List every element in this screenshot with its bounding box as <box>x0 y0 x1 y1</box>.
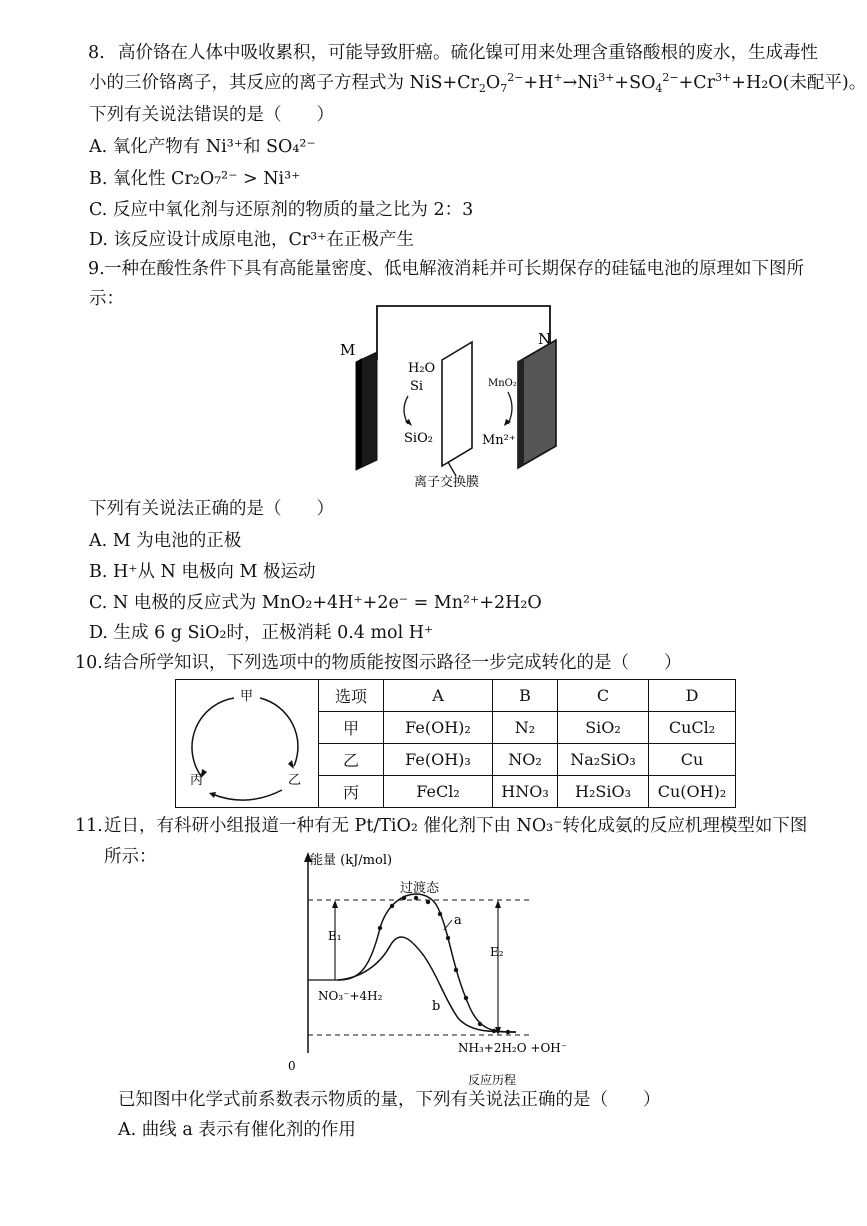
battery-diagram <box>330 300 580 495</box>
table-header-cell: C <box>558 680 649 712</box>
curve-a-dots <box>378 896 510 1034</box>
label-h2o: H₂O <box>408 361 436 376</box>
cycle-label-jia: 甲 <box>240 689 254 704</box>
q9-number: 9. <box>88 259 105 279</box>
q8-eq-sup: + <box>553 71 563 84</box>
table-cell: H₂SiO₃ <box>558 776 649 808</box>
label-n: N <box>538 330 552 348</box>
q8-option-b: B. 氧化性 Cr₂O₇²⁻ > Ni³⁺ <box>89 169 301 189</box>
label-mn2: Mn²⁺ <box>482 433 516 448</box>
table-cell: NO₂ <box>493 744 558 776</box>
electrode-n-edge <box>518 358 524 468</box>
q8-eq-sup: 3+ <box>715 71 732 84</box>
q8-eq-tail: +H₂O(未配平)。 <box>731 73 867 93</box>
q8-eq-sup: 3+ <box>598 71 615 84</box>
q8-eq-sub: 4 <box>655 82 663 95</box>
table-cell: Cu(OH)₂ <box>649 776 736 808</box>
cycle-arc-bottom <box>212 790 282 800</box>
e1-label: E₁ <box>328 929 342 943</box>
table-cell: Fe(OH)₃ <box>384 744 493 776</box>
table-cell: 乙 <box>319 744 384 776</box>
curve-a-label: a <box>454 913 462 928</box>
label-sio2: SiO₂ <box>404 431 433 446</box>
reactant-label: NO₃⁻+4H₂ <box>318 989 383 1003</box>
membrane-pointer <box>448 462 456 476</box>
arrow-si-to-sio2 <box>404 396 408 424</box>
label-m: M <box>340 341 356 359</box>
table-header-cell: D <box>649 680 736 712</box>
table-header-cell: A <box>384 680 493 712</box>
origin-label: 0 <box>288 1059 296 1073</box>
q10-number: 10. <box>75 653 103 673</box>
energy-diagram <box>280 848 590 1088</box>
table-cell: N₂ <box>493 712 558 744</box>
table-cell: 丙 <box>319 776 384 808</box>
q8-number: 8. <box>88 43 105 63</box>
electrode-m-edge <box>356 358 362 470</box>
q11-stem: 已知图中化学式前系数表示物质的量，下列有关说法正确的是（ ） <box>118 1090 661 1110</box>
curve-a <box>338 894 516 1032</box>
cycle-label-yi: 乙 <box>288 773 302 788</box>
table-header-cell: 选项 <box>319 680 384 712</box>
q8-line2: 小的三价铬离子，其反应的离子方程式为 $NiS+Cr_2O_7^{2-}+H^+\to Ni^{3+}+SO_4^{2-}+Cr^{3+}+H_2O$(未配平)。 <box>89 71 867 95</box>
product-label: NH₃+2H₂O +OH⁻ <box>458 1041 568 1055</box>
q8-eq-sup: 2− <box>662 71 679 84</box>
q9-stem: 下列有关说法正确的是（ ） <box>89 499 334 519</box>
cycle-arc-right <box>260 698 298 766</box>
cycle-arrow-head <box>209 792 216 798</box>
q9-line2: 示： <box>89 289 124 309</box>
q8-line2-text: 小的三价铬离子，其反应的离子方程式为 NiS+Cr <box>89 73 479 93</box>
q8-stem: 下列有关说法错误的是（ ） <box>89 105 334 125</box>
q9-option-d: D. 生成 6 g SiO₂时，正极消耗 0.4 mol H⁺ <box>89 623 434 643</box>
q9-option-c: C. N 电极的反应式为 MnO₂+4H⁺+2e⁻ = Mn²⁺+2H₂O <box>89 593 542 613</box>
arrow-mno2-to-mn2 <box>508 392 512 424</box>
table-cell: SiO₂ <box>558 712 649 744</box>
table-header-cell: B <box>493 680 558 712</box>
y-axis-label: 能量 (kJ/mol) <box>310 853 393 868</box>
q8-option-a: A. 氧化产物有 Ni³⁺和 SO₄²⁻ <box>89 137 316 157</box>
q8-eq-sup: 2− <box>507 71 524 84</box>
q8-eq-sub: 2 <box>478 82 486 95</box>
label-membrane: 离子交换膜 <box>414 475 480 490</box>
q11-option-a: A. 曲线 a 表示有催化剂的作用 <box>118 1120 356 1140</box>
table-cell: 甲 <box>319 712 384 744</box>
table-cell: CuCl₂ <box>649 712 736 744</box>
table-cell: Cu <box>649 744 736 776</box>
cycle-label-bing: 丙 <box>190 773 204 788</box>
q9-option-b: B. H⁺从 N 电极向 M 极运动 <box>89 562 316 582</box>
e2-arrow-head <box>495 900 501 908</box>
cycle-arc-left <box>192 698 234 776</box>
label-mno2: MnO₂ <box>488 378 517 389</box>
q8-eq-text: +SO <box>614 73 656 93</box>
conversion-cycle-diagram <box>176 680 318 810</box>
q11-line1: 近日，有科研小组报道一种有无 Pt/TiO₂ 催化剂下由 NO₃⁻转化成氨的反应机理模型如下图 <box>104 816 808 836</box>
e1-arrow-head <box>332 900 338 908</box>
e2-label: E₂ <box>490 945 504 959</box>
table-cell: Na₂SiO₃ <box>558 744 649 776</box>
curve-b-label: b <box>432 999 441 1014</box>
q8-eq-sub: 7 <box>500 82 508 95</box>
q10-stem: 结合所学知识，下列选项中的物质能按图示路径一步完成转化的是（ ） <box>104 653 682 673</box>
q8-option-d: D. 该反应设计成原电池，Cr³⁺在正极产生 <box>89 230 415 250</box>
q9-option-a: A. M 为电池的正极 <box>89 531 242 551</box>
q11-line2: 所示： <box>104 847 157 867</box>
q9-line1: 一种在酸性条件下具有高能量密度、低电解液消耗并可长期保存的硅锰电池的原理如下图所 <box>104 259 804 279</box>
table-cell: FeCl₂ <box>384 776 493 808</box>
q8-option-c: C. 反应中氧化剂与还原剂的物质的量之比为 2：3 <box>89 200 474 220</box>
label-si: Si <box>410 379 424 394</box>
table-cell: Fe(OH)₂ <box>384 712 493 744</box>
curve-a-pointer <box>444 920 452 930</box>
table-cell: HNO₃ <box>493 776 558 808</box>
q11-number: 11. <box>75 816 103 836</box>
x-axis-label: 反应历程 <box>468 1073 517 1087</box>
ts-label: 过渡态 <box>400 881 440 896</box>
cycle-arrow-head <box>288 760 294 769</box>
ion-exchange-membrane <box>442 342 472 466</box>
q8-line1: 高价铬在人体中吸收累积，可能导致肝癌。硫化镍可用来处理含重铬酸根的废水，生成毒性 <box>118 43 818 63</box>
